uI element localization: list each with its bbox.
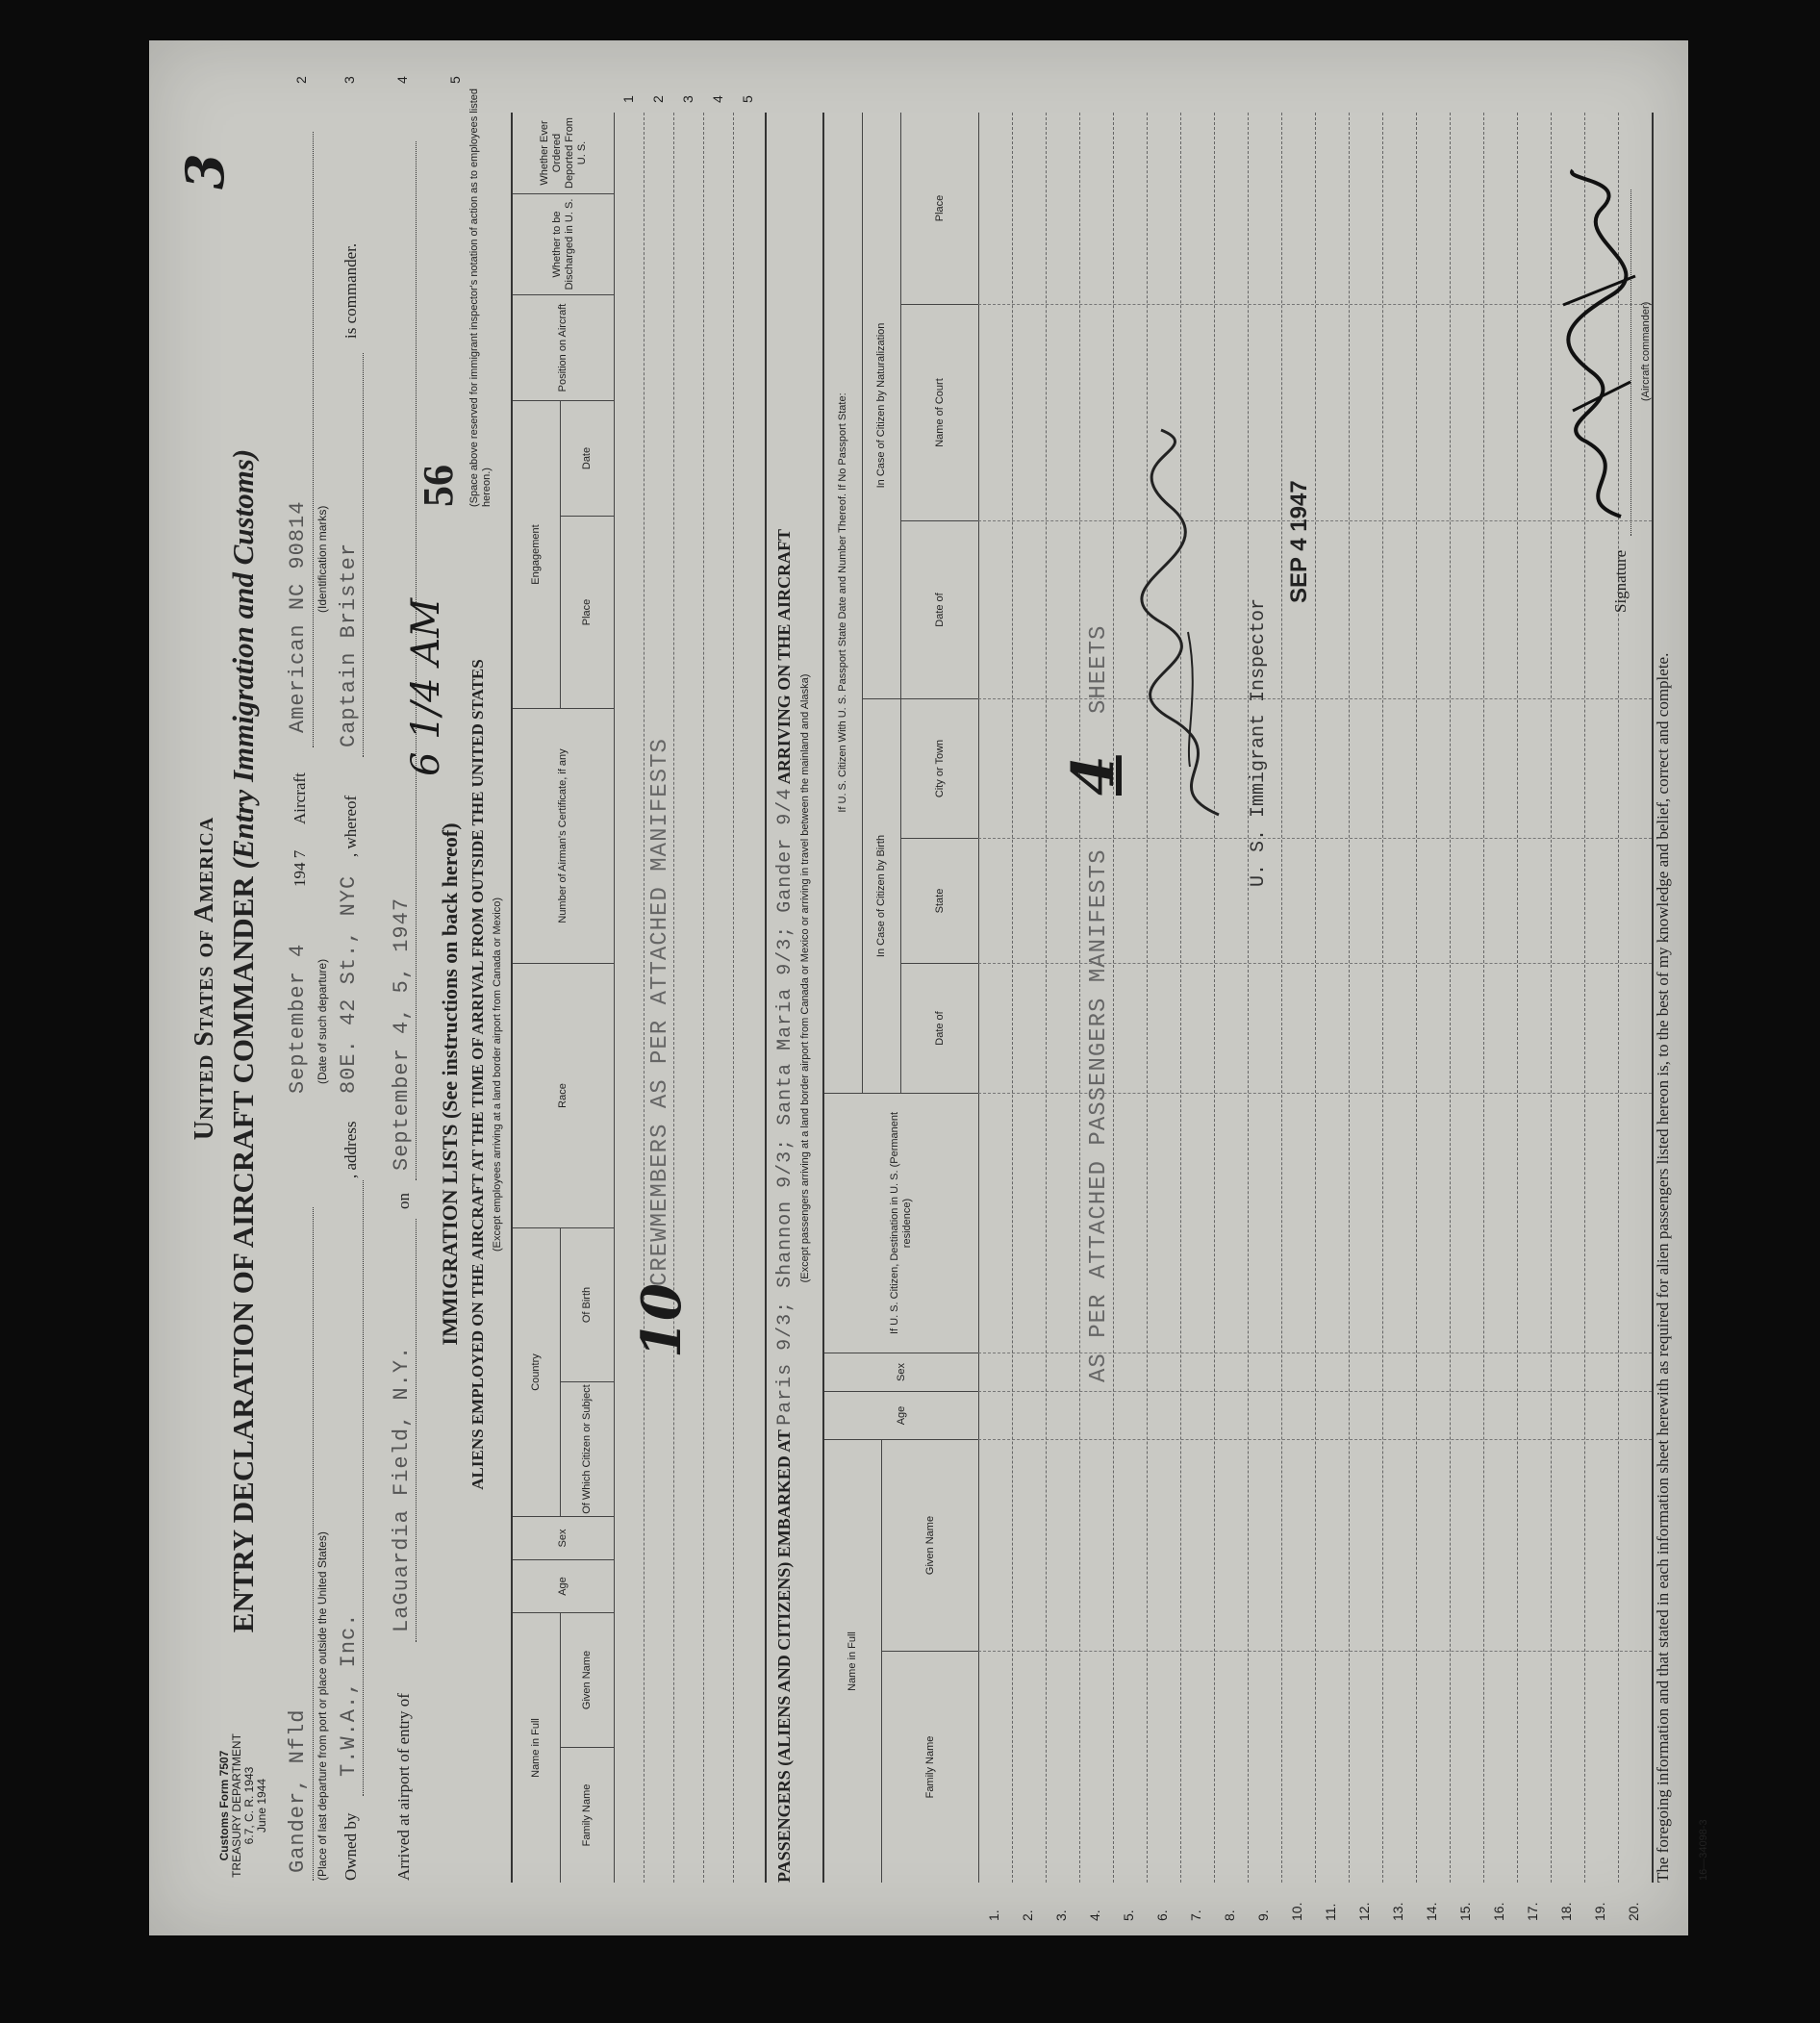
col-family-name: Family Name — [581, 1783, 593, 1847]
inspector-signature — [1132, 420, 1248, 824]
form-identifier — [218, 1709, 268, 1902]
aircraft-value: American NC 90814 — [286, 500, 310, 733]
passenger-row-number: 18. — [1558, 1902, 1574, 1921]
passenger-row-number: 13. — [1390, 1902, 1405, 1921]
col-place: Place — [901, 113, 978, 305]
on-label: on — [394, 1193, 413, 1209]
form-title — [226, 343, 261, 1738]
form-date: June 1944 — [255, 1778, 268, 1833]
col-citizen-by-naturalization: In Case of Citizen by Naturalization — [863, 113, 901, 699]
inspector-stamp-text: U. S. Immigrant Inspector — [1248, 597, 1270, 887]
col-age: Age — [824, 1392, 978, 1440]
address-label: , address — [341, 1121, 360, 1178]
immigration-row-number: 3 — [680, 95, 695, 103]
immigration-subnote: (Except employees arriving at a land border airport from Canada or Mexico) — [492, 897, 503, 1252]
passenger-row-number: 20. — [1626, 1902, 1641, 1921]
passenger-row-number: 17. — [1525, 1902, 1540, 1921]
signature-caption: (Aircraft commander) — [1640, 301, 1652, 401]
passengers-heading: PASSENGERS (ALIENS AND CITIZENS) EMBARKED AT — [774, 1429, 794, 1883]
aliens-employed-table — [511, 95, 767, 1883]
passengers-heading-line — [774, 113, 796, 1883]
col-citizen-by-birth: In Case of Citizen by Birth — [863, 699, 901, 1094]
col-name-in-full: Name in Full — [824, 1440, 882, 1883]
col-court: Name of Court — [901, 305, 978, 521]
passenger-row-number: 9. — [1255, 1909, 1271, 1921]
passenger-row-number: 2. — [1020, 1909, 1035, 1921]
passenger-row-number: 10. — [1289, 1902, 1304, 1921]
col-age: Age — [513, 1560, 614, 1613]
immigration-row-number: 2 — [650, 95, 666, 103]
col-given-name: Given Name — [561, 1613, 614, 1748]
commander-value: Captain Brister — [337, 542, 361, 747]
col-sex: Sex — [824, 1353, 978, 1392]
col-airman-certificate: Number of Airman's Certificate, if any — [513, 709, 614, 964]
passenger-row-number: 16. — [1491, 1902, 1506, 1921]
sheets-count: 4 — [1060, 755, 1127, 796]
crew-count: 10 — [630, 1283, 694, 1358]
passengers-table — [822, 113, 1654, 1921]
passenger-row-number: 11. — [1323, 1903, 1338, 1921]
passenger-row-number: 7. — [1188, 1909, 1203, 1921]
departure-date-caption: (Date of such departure) — [316, 958, 329, 1084]
col-citizen-of: Of Which Citizen or Subject — [561, 1382, 614, 1517]
commander-suffix: is commander. — [341, 242, 360, 339]
scanned-document — [149, 40, 1709, 1935]
passengers-heading-tail: ARRIVING ON THE AIRCRAFT — [774, 529, 794, 785]
inspector-number: 56 — [415, 465, 462, 507]
passenger-row-number: 14. — [1424, 1902, 1439, 1921]
col-destination: If U. S. Citizen, Destination in U. S. (Permanent residence) — [824, 1094, 978, 1353]
form-title-italic: (Entry Immigration and Customs) — [226, 448, 260, 870]
owner-value: T.W.A., Inc. — [337, 1612, 361, 1777]
immigration-row-number: 4 — [710, 95, 725, 103]
year-label: 194 7 — [291, 849, 309, 887]
passenger-row-number: 1. — [986, 1909, 1001, 1921]
col-country-of-birth: Of Birth — [561, 1228, 614, 1382]
page-mark: 3 — [174, 153, 236, 190]
aircraft-label: Aircraft — [291, 772, 309, 824]
immigration-subheading: ALIENS EMPLOYED ON THE AIRCRAFT AT THE TIME OF ARRIVAL FROM OUTSIDE THE UNITED STATES — [468, 659, 487, 1490]
col-discharged: Whether to be Discharged in U. S. — [513, 194, 614, 295]
departure-place-caption: (Place of last departure from port or place outside the United States) — [316, 1531, 329, 1881]
col-passport: If U. S. Citizen With U. S. Passport State Date and Number Thereof. If No Passport State: — [824, 113, 863, 1094]
col-engagement-date: Date — [561, 401, 614, 517]
col-naturalization-date-of: Date of — [901, 521, 978, 699]
col-race: Race — [513, 964, 614, 1228]
country-heading: United States of America — [190, 816, 219, 1141]
col-position: Position on Aircraft — [513, 295, 614, 401]
immigration-heading: IMMIGRATION LISTS (See instructions on back hereof) — [438, 822, 462, 1346]
passenger-row-number: 3. — [1053, 1909, 1069, 1921]
embarked-value: Paris 9/3; Shannon 9/3; Santa Maria 9/3; Gander 9/4 — [774, 787, 796, 1426]
passenger-row-number: 6. — [1154, 1909, 1170, 1921]
col-given-name: Given Name — [882, 1440, 978, 1652]
footer-statement: The foregoing information and that stated in each information sheet herewith as required for alien passengers listed hereon is, to the best of my knowledge and belief, correct and complete. — [1654, 652, 1672, 1883]
col-birth-date-of: Date of — [901, 964, 978, 1094]
passenger-row-number: 4. — [1087, 1909, 1102, 1921]
col-country: Country — [513, 1228, 561, 1517]
address-value: 80E. 42 St., NYC — [337, 874, 361, 1094]
arrived-value: LaGuardia Field, N.Y. — [390, 1345, 414, 1632]
form-print-number: 16—34098-3 — [1698, 1819, 1709, 1881]
signature-label: Signature — [1611, 549, 1630, 613]
col-sex: Sex — [513, 1517, 614, 1560]
form-number: Customs Form 7507 — [217, 1750, 231, 1861]
col-name-in-full: Name in Full — [513, 1613, 561, 1883]
passenger-row-number: 5. — [1121, 1909, 1136, 1921]
form-title-main: ENTRY DECLARATION OF AIRCRAFT COMMANDER — [226, 876, 260, 1633]
col-deported: Whether Ever Ordered Deported From U. S. — [513, 113, 614, 194]
col-family-name: Family Name — [923, 1735, 936, 1799]
crew-entry-text: CREWMEMBERS AS PER ATTACHED MANIFESTS — [647, 738, 673, 1286]
passenger-row-number: 19. — [1592, 1902, 1607, 1921]
commander-signature — [1544, 161, 1650, 526]
form-department: TREASURY DEPARTMENT — [230, 1733, 243, 1878]
inspector-stamp-date: SEP 4 1947 — [1286, 480, 1312, 603]
immigration-row-number: 1 — [620, 95, 636, 103]
passengers-subnote: (Except passengers arriving at a land border airport from Canada or Mexico or arriving in travel between the mainland and Alaska) — [799, 673, 811, 1283]
col-engagement: Engagement — [513, 401, 561, 709]
sheets-label: SHEETS — [1086, 624, 1112, 714]
owned-by-label: Owned by — [341, 1812, 360, 1881]
arrival-time-note: 6 1/4 AM — [404, 597, 448, 776]
form-sheet: Customs Form 7507 TREASURY DEPARTMENT 6.7, C. R. 1943 June 1944 United States of America ENTRY DECLARATION OF AIRCRAFT COMMANDER (Entry Immigration and Customs) 3 Gander, Nfld (Place of last departure from port or place outside the United States) September 4 (Date of such departure) 194 7 Aircraft American NC 90814 (Identification marks) 2 Owned by T.W.A., Inc. , address 80E. 42 St., NYC , whereof Captain Brister is commander. 3 Arrived at airport of entry of LaGuardia Field, N.Y. on September 4, 5, 1947 4 6 1/4 AM 56 (Space above reserved for immigrant inspector's notation of action as to employees listed hereon.) 5 IMMIGRATION LISTS (See instructions on back hereof) ALIENS EMPLOYED ON THE AIRCRAFT AT THE TIME OF ARRIVAL FROM OUTSIDE THE UNITED STATES (Except employees arriving at a land border airport from Canada or Mexico) Name in Full Family Name Given Name Age Sex Country Of Which Citizen or Subject Of Birth Race Number of Airman's Certificate, if any Engagement Place Date Position on Aircraft Whether to be Discharged in U. S. Whether Ever Ordered Deported From U. S. 1 2 3 4 5 10 CREWMEMBERS AS PER ATTACHED MANIFESTS PASSENGERS (ALIENS AND CITIZENS) EMBARKED AT Paris 9/3; Shannon 9/3; Santa Maria 9/3; Gander 9/4 ARRIVING ON THE AIRCRAFT (Except passengers arriving at a land border airport from Canada or Mexico or arriving in travel between the mainland and Alaska) Name in Full Family Name Given Name Age Sex If U. S. Citizen, Destination in U. S. (Permanent residence) If U. S. Citizen With U. S. Passport State Date and Number Thereof. If No Passport State: In Case of Citizen by Birth Date of State City or Town In Case of Citizen by Naturalization Date of Name of Court Place 1. 2. 3. 4. 5. 6. 7. 8. 9. 10. 11. 12. 13. 14. 15. 16. 17. 18. 19. 20. AS PER ATTACHED PASSENGERS MANIFESTS 4 SHEETS U. S. Immigrant Inspector SEP 4 1947 The foregoing information and that stated in each information sheet herewith as required for alien passengers listed hereon is, to the best of my knowledge and belief, correct and complete. 16—34098-3 Signature (Aircraft commander) — [159, 55, 1679, 1940]
departure-date: September 4 — [286, 943, 310, 1094]
col-city: City or Town — [901, 699, 978, 839]
passenger-row-number: 15. — [1457, 1902, 1473, 1921]
immigration-row-number: 5 — [740, 95, 755, 103]
passenger-row-number: 12. — [1356, 1902, 1372, 1921]
passenger-row-number: 8. — [1222, 1909, 1237, 1921]
inspector-note: (Space above reserved for immigrant inspector's notation of action as to employees listed hereon.) — [468, 89, 493, 507]
arrival-date: September 4, 5, 1947 — [390, 897, 414, 1171]
aircraft-caption: (Identification marks) — [316, 505, 329, 613]
whereof-label: , whereof — [341, 795, 360, 857]
col-state: State — [901, 839, 978, 964]
form-regulation: 6.7, C. R. 1943 — [242, 1766, 256, 1845]
departure-place: Gander, Nfld — [286, 1708, 310, 1873]
col-engagement-place: Place — [561, 517, 614, 709]
arrived-label: Arrived at airport of entry of — [394, 1693, 413, 1881]
passenger-entry-text: AS PER ATTACHED PASSENGERS MANIFESTS — [1086, 848, 1112, 1382]
